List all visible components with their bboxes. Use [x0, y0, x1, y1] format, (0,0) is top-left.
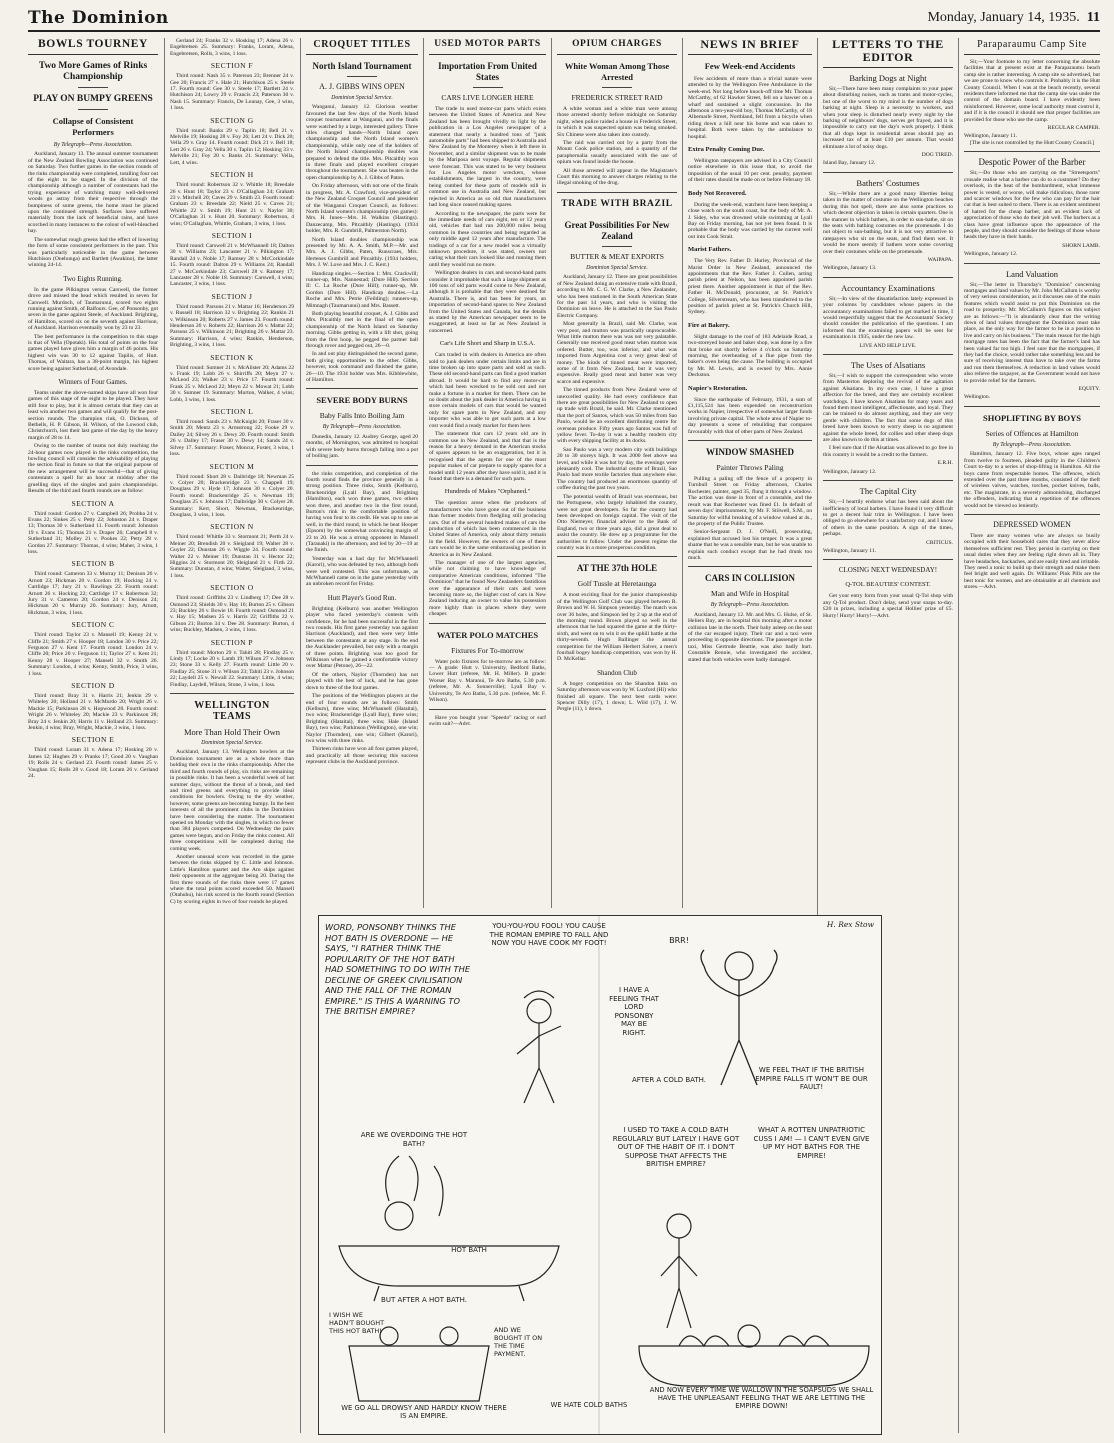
subhead: Series of Offences at Hamilton	[985, 428, 1079, 438]
results-paragraph: Third round: Carswell 21 v. McWhannell 18; Dalton 30 v. Williams 23; Lancaster 21 v. Pilkington 17; Randall 24 v. Noble 17; Ramsey 28 v. McCorkindale 15. Fourth round: Dalton 29 v. Williams 24; Randall 27 v. McCorkindale 23; Carswell 28 v. Ramsey 17; Lancaster 28 v. Noble 18. Summary: Carswell, 4 wins; Lancaster, 3 wins, 1 loss.	[170, 242, 294, 288]
roman-figure	[517, 991, 561, 1103]
section-heading: SECTION H	[210, 170, 254, 180]
letter-signature: LIVE AND HELP LIVE.	[859, 342, 917, 349]
panel-label: AFTER A COLD BATH.	[631, 1076, 707, 1084]
byline: By Telegraph—Press Association.	[322, 424, 402, 431]
section-heading: SECTION D	[71, 681, 115, 691]
letter-paragraph: Sir,—There have been many complaints to your paper about disturbing noises, such as trams and motor-cycles, but one of the worst to my mind is the number of dogs barking at night. Sleep is a necessity to workers, and when your sleep is disturbed nearly every night by the barking of neighbours' dogs, nerves get frayed, and it is impossible to carry out the day's work properly. I think that all dogs kept in residential areas should pay an increased tax of at least £10 per annum. That would eliminate a lot of noisy dogs.	[823, 86, 953, 150]
subhead: FREDERICK STREET RAID	[571, 93, 663, 102]
divider	[473, 87, 503, 88]
crosshead: Hundreds of Makes "Orphaned."	[444, 488, 531, 496]
page-number: 11	[1086, 10, 1100, 25]
crosshead: Fire at Bakery.	[688, 321, 730, 329]
divider	[964, 263, 1100, 264]
divider	[964, 151, 1100, 152]
muscleman-figure	[701, 950, 777, 1085]
column-rule	[300, 38, 301, 1433]
cartoon-drawing	[319, 916, 881, 1434]
newspaper-name: The Dominion	[28, 8, 169, 28]
article-paragraph: Auckland, January 13. The annual summer tournament of the New Zealand Bowling Association was continued on Saturday. Two further games in the section rounds of the rinks championship were completed, totalling four out of the eight to be staged. In the division of the championship although a number of contestants had the trying experience of watching many well-delivered woods go astray from their respective through the bumpiness of some greens, the home must be placed upon the continued strength. Surfaces have suffered materially from the lack of beneficial rains, and have scorched in many instances to the colour of well-bleached hay.	[28, 151, 158, 235]
article-paragraph: In and out play distinguished the second game, both giving opportunities to the other. Gibbs, however, took command and finished the game, 26—10. The 1934 holder was Mrs. Kibblewhite, of Hamilton.	[306, 351, 418, 384]
letter-paragraph: Sir,—In view of the dissatisfaction lately expressed in your columns by candidates whose papers in the accountancy examinations failed to get marked in time, I would respectfully suggest that the Accountants' Society should consider the publication of the questions. I am informed that the examining papers will be sent for examination in 1935, under the new law.	[823, 295, 953, 341]
letter-heading: The Capital City	[859, 486, 917, 497]
ad-heading: CLOSING NEXT WEDNESDAY!	[838, 566, 938, 575]
subhead: Two More Games of Rinks Championship	[38, 61, 148, 82]
article-paragraph: Wanganui, January 12. Glorious weather favoured the last few days of the North Island croquet tournament at Wanganui, and the finals were watched by a large, interested gallery. Three titles changed hands—North Island open championship and the North Island women's championship, while only one of the holders of the North Island championship doubles was prepared to defend the title. Mrs. Pitcaithly won in three finals and played excellent croquet throughout the tournament. She was beaten in the open championship by A. J. Gibbs of Paton.	[306, 104, 418, 181]
divider	[688, 566, 812, 567]
letter-paragraph: Sir,—I heartily endorse what has been said about the inefficiency of local barbers. I have found it very difficult to get a decent hair trim in Wellington. I have been obliged to go elsewhere for a satisfactory cut, and I know of others in the same position. A sign of the times, perhaps.	[823, 499, 953, 538]
speech-bubble: WHAT A ROTTEN UNPATRIOTIC CUSS I AM! — I CAN'T EVEN GIVE UP MY HOT BATHS FOR THE EMPIRE!	[753, 1126, 870, 1160]
subhead: PLAY ON BUMPY GREENS	[33, 94, 153, 104]
article-paragraph: Thirteen rinks have won all four games played, and practically all those securing this success represent clubs in the Auckland province.	[306, 746, 418, 766]
article-paragraph: Wellington ratepayers are advised in a City Council notice elsewhere in this issue that, to avoid the imposition of the usual 10 per cent. penalty, payment of their rates should be made on or before February 18.	[688, 158, 812, 184]
column-rule	[682, 38, 683, 908]
divider	[688, 440, 812, 441]
subhead: Man and Wife in Hospital	[711, 589, 789, 599]
subhead: Painter Throws Paling	[716, 463, 784, 473]
advertisement: Have you bought your "Speedo" racing or surf swim suit?—Advt.	[429, 714, 546, 727]
crosshead: Hutt Player's Good Run.	[327, 593, 397, 602]
article-paragraph: North Island doubles championship was presented by Mr. A. A. Smith, M.P.—Mr. and Mrs. A. J. Gibbs, Paten, Runscraes, Mrs. Hertenes Gumbrill and Pitcaithly. (1934 holders, Mrs. J. W. Love and Mrs. J. C. Kerr.)	[306, 236, 418, 269]
article-paragraph: On Friday afternoon, with not one of the finals in progress, Mr. A. Crawford, vice-president of the New Zealand Croquet Council and president of the Wanganui Croquet Council, as follows: North Island women's championship (ten games): Mrs. H. Innes—Mrs. H. Walkins (Hastings). Danzecamp, Mrs. Pitcaithly (Hastings). (1934 holder, Mrs. R. Gumbrill, Palmerston North).	[306, 183, 418, 235]
column-bowls	[28, 38, 158, 1433]
article-paragraph: Teams under the above-named skips have all won four games of this stage of the eight to be played. They have still four to play, but it is almost certain that they can at least win another two games and will qualify for the post-section rounds. The champion rink, O. Dickson, of Bethells, H. P. Gibson, H. Wilson, of the Lowood club, Christchurch, lost their last game of the day by the heavy margin of 28 to 14.	[28, 390, 158, 441]
article-paragraph: According to the newspaper, the parts were for the immediate needs of cars eight, ten or 12 years old, vehicles that had run 200,000 miles being common in these countries and being regarded as only middle aged 12 years after manufacture. The tradings of a car for a new model was a virtually unknown procedure, it was stated, owners not caring what their cars looked like and running them until they would run no more.	[429, 210, 546, 268]
article-paragraph: The raid was carried out by a party from the Mount Cook police station, and a quantity of the paraphernalia usually associated with the use of opium was found inside the house.	[557, 140, 677, 166]
article-paragraph: Sao Paulo was a very modern city with buildings 20 to 30 storeys high. It was 2000 feet above sea level, and while it was hot by day, the evenings were pleasantly cool. The industrial centre of Brazil, Sao Paulo had more textile factories than anywhere else. The country had produced an enormous quantity of coffee during the past two years.	[557, 446, 677, 492]
letter-signature: REGULAR CAMPER.	[1047, 125, 1100, 132]
results-paragraph: Third round: Whittle 33 v. Stormont 21; Perth 24 v. Meiner 20; Brendish 20 v. Sleigland 19; Walter 28 v. Guyler 22; Dunstan 26 v. Wiggle 24. Fourth round: Walter 22 v. Meiner 19; Dunstan 31 v. Hector 22; Higgins 24 v. Stormont 20; Sleigland 21 v. Firth 22. Summary: Dunstan, 4 wins; Walter, Sleigland, 3 wins, 1 loss.	[170, 534, 294, 579]
article-paragraph: Handicap singles.—Section 1: Mrs. Crackwill; runner-up, Mrs. Nannestad; (Dure Hill). Section II: C. La Roche (Dure Hill); runner-up, Mr. Gordon (Dure Hill). Handicap doubles.—La Roche and Mrs. Petrie (Feilding); runners-up, Mimnagh (Taumarunui) and Mrs. Bassett.	[306, 270, 418, 309]
advertisement: Get your entry form from your usual Q-Tol shop with any Q-Tol product. Don't delay, send your snaps to-day. £20 in prizes, including a special Hollies' prize of £5. Hurry! Hurry! Hurry!—Advt.	[823, 593, 953, 619]
letter-date: Wellington.	[964, 394, 991, 401]
article-paragraph: Slight damage to the roof of 183 Adelaide Road, a two-storeyed house and baker shop, was done by a fire that broke out shortly before 4 o'clock on Saturday morning, the overheating of a flue pipe from the baker's oven being the cause. The building is occupied by Mr. M. Lewis, and is owned by Mrs. Annie Deckston.	[688, 333, 812, 379]
section-heading: SECTION O	[210, 583, 254, 593]
dateline: Dominion Special Service.	[586, 264, 648, 271]
section-heading: SECTION G	[210, 115, 254, 125]
crosshead: Napier's Restoration.	[688, 384, 748, 392]
article-paragraph: Both playing beautiful croquet, A. J. Gibbs and Mrs. Pitcaithly met in the final of the open championship of the North Island on Saturday morning. Gibbs getting in, with a lift shot, going from the first hoop, he pegged the partner ball through rover and pegged out, 26—0.	[306, 311, 418, 350]
article-paragraph: Of the others, Naylor (Thornden) has not played with the best of luck, and he has gone down to three of the four games.	[306, 671, 418, 691]
article-paragraph: The positions of the Wellington players at the end of four rounds are as follows: Smith (Kelburn), three wins; McWhannell (Hataitai), two wins; Brackenridge (Lyall Bay), three wins; Brighting (Hataitai), three wins; Hale (Island Bay), two wins; Parkinson (Wellington), one win; Naylor (Thornden), one win; Gilbert (Karori), two wins with three rinks.	[306, 693, 418, 744]
column-letters-cont	[964, 38, 1100, 1433]
cartoon-caption: WORD, PONSONBY THINKS THE HOT BATH IS OVERDONE — HE SAYS, "I RATHER THINK THE POPULARITY OF THE HOT BATH HAD SOMETHING TO DO WITH THE DECLINE OF GREEK CIVILISATION AND THE FALL OF THE ROMAN EMPIRE." IS THIS A WARNING TO THE BRITISH EMPIRE?	[325, 922, 471, 1016]
letter-signature: CRITICUS.	[926, 539, 953, 546]
letter-paragraph: I feel sure that if the Alsatian was allowed to go free in this country it would be a credit to the farmers.	[823, 445, 953, 458]
ad-subheading: Q-TOL BEAUTIES' CONTEST.	[845, 581, 931, 589]
speech-bubble: BRR!	[669, 936, 689, 945]
headline-letters-to-the-editor: LETTERS TO THE EDITOR	[823, 38, 953, 68]
letter-heading: Bathers' Costumes	[856, 177, 920, 188]
article-paragraph: Auckland, January 12. There are great possibilities of New Zealand doing an extensive trade with Brazil, according to Mr. C. G. W. Clarke, a New Zealander, who has been stationed in the South American State for the past 14 years, and who is visiting the Dominion on leave. He is attached to the Sao Paulo Electric Company.	[557, 274, 677, 319]
crosshead: Extra Penalty Coming Due.	[688, 146, 765, 154]
bathtub-drawing	[339, 1156, 559, 1301]
divider	[557, 192, 677, 193]
article-paragraph: A bogey competition on the Shandon links on Saturday afternoon was won by W. Luxford (Hi) who finished all square. The next best cards were: Spencer Dilly (17), 1 down; L. Wild (17), J. W. Pergle (11), 1 down.	[557, 680, 677, 713]
article-paragraph: The Very Rev. Father D. Hurley, Provincial of the Marist Order in New Zealand, announced the appointments that the Rev. Father J. Cullen, acting parish priest at Nelson, has been appointed parish priest there. Another appointment is that of the Rev. Father H. McDonald, procurator, at St. Patrick's College, Silverstream, who has been transferred to the position of parish priest at St. Patrick's Church Hill, Sydney.	[688, 258, 812, 316]
divider	[557, 556, 677, 557]
results-paragraph: Third round: Robertson 32 v. Whittle 18; Breedale 26 v. Hunt 18; Taylor 23 v. O'Callaghan 24; Graham 23 v. Mitchell 20; Caves 29 v. Smith 23. Fourth round: Graham 23 v. Breedale 22; Nield 25 v. Caves 21; Whittle 22 v. Smith 19; Hunt 21 v. Naylor 30; O'Callaghan 31 v. Hunt 20. Summary: Robertson, 4 wins; O'Callaghan, Whittle, Graham, 3 wins, 1 loss.	[170, 182, 294, 227]
headline-shoplifting: SHOPLIFTING BY BOYS	[983, 412, 1081, 423]
headline-cars-in-collision: CARS IN COLLISION	[704, 573, 796, 584]
results-paragraph: Gerland 24; Franks 32 v. Hosking 17; Adena 26 v. Engebretsen 25. Summary: Franks, Loram, Adena, Engebretsen, Rolls, 3 wins, 1 loss.	[170, 38, 294, 57]
subhead: BUTTER & MEAT EXPORTS	[570, 251, 664, 261]
subhead: Fixtures For To-morrow	[451, 645, 524, 655]
results-paragraph: Third round: Cameron 33 v. Murray 11; Denison 26 v. Arnott 23; Hickman 20 v. Gordon 19; Hocking 24 v. Cartlidge 17; Jury 21 v. Rawlings 22. Fourth round: Arnott 26 v. Hocking 22; Cartlidge 17 v. Robertson 32; Jury 31 v. Cameron 20; Gordon 24 v. Denison 24; Hickman 20 v. Murray 20. Summary: Jury, Arnott, Hickman, 3 wins, 1 loss.	[28, 571, 158, 616]
speech-bubble: AND NOW EVERY TIME WE WALLOW IN THE SOAPSUDS WE SHALL HAVE THE UNPLEASANT FEELING THAT WE ARE LETTING THE EMPIRE DOWN!	[649, 1386, 874, 1410]
results-paragraph: Third round: Loram 31 v. Adena 17; Hosking 20 v. James 12; Hughes 29 v. Pranks 17; Good 20 v. Vaughan 19; Rolls 24 v. Gerland 23. Fourth round: James 25 v. Vaughan 15; Rolls 28 v. Good 18; Loram 26 v. Gerland 24.	[28, 747, 158, 780]
headline-trade-with-brazil: TRADE WITH BRAZIL	[561, 198, 673, 209]
divider	[170, 693, 294, 694]
results-paragraph: Third round: Banks 29 v. Taplin 18; Bell 21 v. Melville 19; Hosking 28 v. Foy 26; Lett 24 v. Dick 20; Vella 29 v. Gray 14. Fourth round: Dick 21 v. Bell 18; Lett 26 v. Gray 24; Vella 30 v. Taplin 12; Hosking 33 v. Melville 21; Foy 20 v. Banks 21. Summary: Vella, Lett, 4 wins.	[170, 127, 294, 166]
article-paragraph: Another unusual score was recorded in the game between the rinks skipped by C. Little and Johnson. Little's Hamilton quartet and the Aro skips against their opponents at the aggregate being 20. During the first three rounds of the rinks there were 17 games where the total points scored exceeded 50. Mansell (Otahuhu), his rink scored in the fourth round (Section C) by scoring eights in two of four rounds he played.	[170, 853, 294, 905]
results-paragraph: Third round: Sands 23 v. McKnight 20; Fraser 30 v. Smith 20; Mentz 23 v. Armstrong 22; Fooke 29 v. Dailey 24; Silvey 26 v. Dewy 20. Fourth round: Smith 26 v. Dalley 17; Fraser 30 v. Dewy 14; Sands 24 v. Silvey 17. Summary: Fraser, Moncur, Foster, 3 wins, 1 loss.	[170, 419, 294, 458]
letter-heading-paraparaumu: Paraparaumu Camp Site	[964, 38, 1100, 55]
results-paragraph: Third round: Taylor 23 v. Mansell 19; Kenny 24 v. Cliffe 21; Smith 27 v. Hooper 18; London 30 v. Price 22; Ferguson 27 v. Kent 17. Fourth round: London 24 v. Cliffe 20; Price 20 v. Ferguson 11; Taylor 27 v. Kent 21; Kenny 28 v. Hooper 27; Mansell 32 v. Smith 26. Summary: London, 4 wins; Kenny, Smith, Price, 3 wins, 1 loss.	[28, 632, 158, 677]
man-figure	[661, 1214, 697, 1328]
article-paragraph: A white woman and a white man were among those arrested shortly before midnight on Saturday night, when police raided a house in Frederick Street, in which it was suspected opium was being smoked. Six Chinese were also taken into custody.	[557, 106, 677, 138]
divider	[78, 109, 108, 110]
divider	[429, 623, 546, 624]
column-opium-brazil	[557, 38, 677, 908]
subhead: Collapse of Consistent Performers	[52, 116, 134, 137]
divider	[78, 87, 108, 88]
letter-signature: DOG TIRED.	[921, 152, 953, 159]
results-paragraph: Third round: Morton 29 v. Tahiti 28; Findlay 25 v. Lindy 17; Locke 20 v. Lamb 19; Wilson 27 v. Johnson 23; Stone 33 v. Kelly 27. Fourth round: Little 20 v. Findlay 25; Stone 31 v. Wilson 23; Tahiti 23 v. Johnson 22; Laydell 25 v. Newall 22. Summary: Little, 4 wins; Findlay, Laydell, Wilson, Stone, 3 wins, 1 loss.	[170, 649, 294, 688]
subhead: White Woman Among Those Arrested	[564, 61, 670, 82]
article-paragraph: The somewhat rough greens had the effect of lowering the form of some consistent performers in the past. This was particularly noticeable in the game between Hutchison (Onehunga) and Bartlett (Awakino), the latter winning 24-14.	[28, 236, 158, 269]
article-paragraph: The statement that cars 12 years old are in common use in New Zealand, and that that is the reason for a heavy demand in the American stocks of spares appears to be an exaggeration, but it is recognised that the agents for one of the most popular makes of car prepare to supply spares for a model until 12 years after they have sold it, and it is found that there is a demand for such parts.	[429, 431, 546, 482]
divider	[347, 76, 377, 77]
letter-heading: Despotic Power of the Barber	[978, 157, 1086, 168]
divider	[602, 87, 632, 88]
headline-news-in-brief: NEWS IN BRIEF	[688, 38, 812, 55]
results-paragraph: Third round: Bray 31 v. Harris 21; Jenkin 29 v. Whiteley 20; Holland 21 v. McMurdo 20; Wright 26 v. Mackie 15; Parkinson 28 v. Hopwood 28. Fourth round: Wright 26 v. Whiteley 20; Mackie 23 v. Parkinson 28; Bray 24 v. Jenkin 20; Harris 11 v. Holland 23. Summary: Jenkin, 4 wins; Bray, Wright, Mackie, 3 wins, 1 loss.	[28, 693, 158, 732]
divider	[429, 709, 546, 710]
article-paragraph: Cars traded in with dealers in America are often sold to junk dealers under certain limits and are in time broken up into spare parts and sold as such. These old second-hand parts can find a good market abroad. It would be hard to find any motor-car which had been wrecked to be sold out and not make a fortune in a market for them. There can be no doubt about the junk dealer in America having in store certain models of cars that would be wanted only for spare parts in New Zealand, and any importer who was able to get such parts at a low cost would find a ready market for them here.	[429, 352, 546, 429]
crosshead: Two Eights Running.	[63, 274, 123, 283]
letter-heading: Land Valuation	[1005, 268, 1058, 279]
letter-date: Wellington, January 12.	[823, 468, 877, 475]
divider	[964, 406, 1100, 407]
masthead	[28, 8, 1100, 32]
headline-severe-body-burns: SEVERE BODY BURNS	[316, 395, 408, 406]
column-croquet	[306, 38, 418, 908]
column-news-in-brief	[688, 38, 812, 908]
letter-signature: E.R.H.	[937, 460, 953, 467]
subhead: More Than Hold Their Own	[183, 727, 280, 738]
article-paragraph: Auckland, January 13. Wellington bowlers at the Dominion tournament are as a whole more than holding their own in the rinks championship. After the third and fourth rounds of play, six rinks are remaining in possible rinks. It has been a wonderful week of hot summer days, without the threat of a break, and tied and tired greens and everything to provide ideal conditions for bowlers. Owing to the dry weather, however, some greens are becoming bumpy. In the best interests of all the prominent clubs in the Dominion have been considering the matter. The tournament opened on Monday with the singles, in which no fewer than 384 players competed. On Wednesday the pairs games were begun, and on Friday the rinks contest. All three competitions will be completed during the coming week.	[170, 749, 294, 852]
article-paragraph: Water polo fixtures for to-morrow are as follow:— A grade: Hutt v. University, Bedford Baths, Lower Hutt (referee, Mr. H. Miller). B grade: Worser Bay v. Maranui, Te Aro Baths, 5.30 p.m. (referee, Mr. A. Sonnerville); Lyall Bay v. University, Te Aro Baths, 5.30 p.m. (referee, Mr. F. Wilson).	[429, 658, 546, 704]
article-paragraph: Wellington dealers in cars and second-hand parts consider it improbable that such a large shipment as 100 tons of old parts would come to New Zealand, although it is probable that they were destined for Australia. There is, and has been for years, an importation of second-hand spares to New Zealand from the United States and Canada, but the details as stated by the American newspaper seem to be exaggerated, at least so far as New Zealand is concerned.	[429, 270, 546, 334]
results-paragraph: Third round: Parsons 21 v. Mattar 16; Henderson 29 v. Russell 18; Harrison 32 v. Brighting 22; Rankin 21 v. Wilkinson 20; Roberts 27 v. James 23. Fourth round: Henderson 26 v. Roberts 22; Harrison 26 v. Mattar 22; Parsons 25 v. Wilkinson 21; Brighting 26 v. Mattar 23. Summary: Harrison, 4 wins; Rankin, Henderson, Brighting, 3 wins, 1 loss.	[170, 303, 294, 349]
headline-window-smashed: WINDOW SMASHED	[705, 447, 795, 458]
headline-water-polo: WATER POLO MATCHES	[436, 629, 539, 640]
soapsuds-bath-drawing	[639, 1325, 869, 1386]
article-paragraph: The trade in used motor-car parts which exists between the United States of America and New Zealand has been brought vividly to light by the publication in a Los Angeles newspaper of a statement that nearly a hundred tons of "junk automobile parts" had been shipped to Australia and New Zealand by the Monterey when it left there in November, and a similar shipment was to be made by the Mariposa next voyage. Regular shipments were forecast. This was stated to be very business for Los Angeles motor wreckers, whose establishments, the largest in the country, were being combed for these parts of models still in common use in Australia and New Zealand, but rejected in America as so old that manufacturers had long since ceased making spares.	[429, 106, 546, 209]
results-paragraph: Third round: Sumner 21 v. McAlister 20; Adams 22 v. Frank 19; Lobb 26 v. Shirriffs 20; Meyn 27 v. McLeod 23; Walker 23 v. Price 17. Fourth round: Frank 25 v. McLeod 22; Meyn 22 v. Mowat 21; Lobb 30 v. Sumner 19. Summary: Murton, Walker, 4 wins; Lobb, 3 wins, 1 loss.	[170, 364, 294, 403]
section-heading: SECTION J	[211, 291, 253, 301]
divider	[823, 559, 953, 560]
crosshead: Car's Life Short and Sharp in U.S.A.	[439, 340, 536, 348]
section-heading: SECTION E	[71, 735, 115, 745]
divider	[823, 277, 953, 278]
crosshead: Marist Fathers.	[688, 246, 732, 254]
divider	[823, 480, 953, 481]
advertisement: There are many women who are always so busily occupied with their household cares that they never allow themselves sufficient rest. They persist in carrying on their usual duties when they are feeling right down all in. They have headaches, backaches, and are easily tired and irritable. They need a tonic to build up their strength and make them feel bright and well again. Dr. Williams' Pink Pills are the best tonic for women, and are obtainable at all chemists and stores.—Advt.	[964, 532, 1100, 591]
speech-bubble: WE GO ALL DROWSY AND HARDLY KNOW THERE IS AN EMPIRE.	[341, 1404, 507, 1420]
masthead-date: Monday, January 14, 1935. 11	[927, 10, 1100, 25]
column-rule	[551, 38, 552, 908]
bath-label: HOT BATH	[451, 1246, 487, 1254]
editor-note: [The site is not controlled by the Hutt County Council.]	[969, 139, 1095, 146]
subhead: Golf Tussle at Heretaunga	[577, 579, 657, 589]
subhead: A. J. GIBBS WINS OPEN	[319, 82, 405, 91]
artist-signature: H. Rex Stow	[826, 920, 874, 929]
letter-signature: WAIPAPA.	[927, 256, 953, 263]
headline-37th-hole: AT THE 37th HOLE	[576, 563, 658, 574]
section-heading: SECTION B	[71, 559, 115, 569]
speech-bubble: I HAVE A FEELING THAT LORD PONSONBY MAY BE RIGHT.	[609, 986, 659, 1037]
article-paragraph: Brighting (Kelburn) was another Wellington player who faced yesterday's contests with confidence, for he had been successful in the first two rounds. His first game yesterday was against Harrison (Auckland), and then were very little between the contestants at any stage. In the end the Aucklander prevailed, but only with a margin of three points. Brighting was too good for Wilkinson when he gained a comfortable victory over Mattar (Petone), 26—22.	[306, 605, 418, 670]
column-rule	[164, 38, 165, 1433]
article-paragraph: The manager of one of the largest agencies, while not claiming to have knowledge of comparative American conditions, informed "The Dominion" that he found New Zealanders fastidious over the appearance of their cars and were becoming more so, the higher cost of cars in New Zealand inducing an owner to value his possession more highly than in places where they were cheaper.	[429, 560, 546, 618]
speech-bubble: I USED TO TAKE A COLD BATH REGULARLY BUT LATELY I HAVE GOT OUT OF THE HABIT OF IT. I DON'T SUPPOSE THAT AFFECTS THE BRITISH EMPIRE?	[612, 1126, 740, 1168]
speech-bubble: I WISH WE HADN'T BOUGHT THIS HOT BATH!	[329, 1311, 385, 1335]
divider	[306, 388, 418, 389]
speech-bubble: AND WE BOUGHT IT ON THE TIME PAYMENT.	[494, 1326, 543, 1358]
headline-opium-charges: OPIUM CHARGES	[557, 38, 677, 55]
article-paragraph: Most generally in Brazil, said Mr. Clarke, was very poor, and mutton was practically unprocurable. What little mutton there was was not very palatable. Generally one received good meat when mutton was ordered. Butter, too, was inferior, and what was imported from Argentina cost a very great deal of money. The kinds of tinned meat were imported, some of it from New Zealand, but it was very expensive. Really good meat and butter was very scarce and expensive.	[557, 321, 677, 385]
panel-label: BUT AFTER A HOT BATH.	[381, 1296, 467, 1304]
article-paragraph: A most exciting final for the junior championship of the Wellington Golf Club was played between R. Brown and W. H. Simpson yesterday. The match was over 36 holes, and Simpson led by 2 up at the end of the morning round. Brown played so well in the afternoon that he had squared the game at the thirty-sixth, and went on to win it on the uphill battle at the thirty-seventh. Hugh Ballinger the annual competition for the William Herbert Salver, a men's fourball bogey handicap competition, was won by H. D. McKellar.	[557, 592, 677, 663]
headline-croquet-titles: CROQUET TITLES	[306, 38, 418, 55]
letter-date: Wellington, January 12.	[964, 251, 1018, 258]
article-paragraph: Auckland, January 12. Mr. and Mrs. G. Hulse, of St. Heliers Bay, are in hospital this morning after a motor collision late in the north. Their baby asleep on the seat of the car escaped injury. Their car and a taxi were proceeding in opposite directions. The passenger in the taxi, Miss Gertrude Beattie, was also badly hurt. Constable Rennie, who investigated the accident, stated that both vehicles were badly damaged.	[688, 611, 812, 663]
article-paragraph: Dunedin, January 12. Audrey George, aged 20 months, of Mornington, was admitted to hospital with severe body burns through falling into a pot of boiling jam.	[306, 433, 418, 460]
letter-heading: Barking Dogs at Night	[849, 73, 927, 83]
crosshead: Winners of Four Games.	[58, 378, 128, 386]
byline: By Telegraph—Press Association.	[710, 602, 790, 609]
results-paragraph: Third round: Short 28 v. Daibridge 18; Newman 25 v. Colyer 20; Brackenridge 23 v. Chappell 19; Douglass 29 v. Hyde 17; Johnson 30 v. Colyer 20. Fourth round: Brackenridge 25 v. Newman 19; Douglass 25 v. Johnson 17; Daibridge 30 v. Colyer 28. Summary: Kerr, Short, Newman, Brackenridge, Douglass, 3 wins, 1 loss.	[170, 473, 294, 518]
section-heading: SECTION N	[210, 522, 254, 532]
letter-signature: EQUITY.	[1078, 386, 1100, 393]
article-paragraph: The potential wealth of Brazil was enormous, but the Portuguese, who largely inhabited the country, were not great developers. So far the country had been developed on foreign capital. The visit of the Otto Niemeyer, financial adviser to the Bank of England, two or three years ago, did a great deal to assist the country. He drew up a programme for the authorities to follow. Under the present regime the country was in a more prosperous condition.	[557, 493, 677, 551]
dateline: Dominion Special Service.	[201, 740, 263, 747]
section-heading: SECTION L	[210, 407, 254, 417]
column-rule	[958, 38, 959, 1433]
letter-heading: The Uses of Alsatians	[850, 360, 926, 370]
article-paragraph: Hamilton, January 12. Five boys, whose ages ranged from twelve to fourteen, pleaded guilty in the Children's Court to-day to a series of shop-lifting in Hamilton. All the boys came from respectable homes. The offences, which extended over the past three months, consisted of the theft of wireless valves, watches, torches, pocket knives, balls, etc. The magistrate, in a severely admonishing, discharged the offenders, indicating that a repetition of the offences would not be viewed so leniently.	[964, 451, 1100, 509]
article-paragraph: Senior-Sergeant D. J. O'Neill, prosecuting, explained that accused lost his temper. It was a great shame that he was a sensible man, but he was unable to explain such conduct except that he had drunk too much.	[688, 529, 812, 561]
letter-signature: SHORN LAMB.	[1062, 242, 1100, 249]
article-paragraph: During the week-end, watchers have been keeping a close watch on the south coast, but the body of Mr. A. J. Sidey, who was drowned while swimming at Lyall Bay on Friday morning, has not yet been found. It is probable that the body was carried by the current well out into Cook Strait.	[688, 201, 812, 240]
article-paragraph: Few accidents of more than a trivial nature were attended to by the Wellington Free Ambulance in the week-end. Not long before knock-off time Mr. Thomas McCarthy, of 62 Hawker Street, fell on a hawser on a wharf and sustained a slight concussion. In the afternoon a ten-year-old boy, Thomas McCarthy, of 18 Albemarle Street, Northland, fell from a bicycle when riding down a hill near his home and was taken to hospital. Both were taken by the ambulance to hospital.	[688, 76, 812, 140]
divider	[602, 246, 632, 247]
article-paragraph: Yesterday was a bad day for McWhannell (Karori), who was defeated by two, although both were well contested. This was unfortunate, as McWhannell came on in the game yesterday with an unbroken record for Friday.	[306, 555, 418, 588]
headline-used-motor-parts: USED MOTOR PARTS	[429, 38, 546, 55]
subhead: CARS LIVE LONGER HERE	[441, 93, 534, 102]
column-rule	[423, 38, 424, 908]
letter-heading: Accountancy Examinations	[841, 282, 935, 293]
results-paragraph: Third round: Gordon 27 v. Campbell 26; Probba 24 v. Evans 22; Sinkes 25 v. Petty 22; Johnston 24 v. Draper 13; Thomas 30 v. Sutherland 11. Fourth round: Johnston 19 v. Evans 15; Thomas 21 v. Draper 26; Campbell 8 v. Sutherland 31; Molley 21 v. Pookes 22; Petty 28 v. Gordon 27. Summary: Thomas, 4 wins; Maher, 3 wins, 1 loss.	[28, 510, 158, 555]
byline: By Telegraph—Press Association.	[992, 441, 1072, 448]
article-paragraph: Since the earthquake of February, 1931, a sum of £1,115,524 has been expended on reconstruction works in Napier, irrespective of somewhat larger funds involving private capital. The whole area of Napier to-day presents a scene of rebuilding that compares favourably with that of other parts of New Zealand.	[688, 396, 812, 435]
headline-bowls-tourney: BOWLS TOURNEY	[28, 38, 158, 55]
letter-paragraph: Sir,—Do those who are carrying on the "Streetsports" crusade realise what a barber can do to a customer? Do they overlook, in the heat of the bombardment, what immense power is vested, or worse, will make ridiculous, those rarer and scarcer windows for the few who can pay for the hair cut that is best suited to them. There is an evident sentiment of hatred for the cheap barber, and an evident lack of appreciation of those who do their job well. The barbers as a class have great influence upon the appearance of the people, and they should consider the feelings of those whose heads they have in their hands.	[964, 170, 1100, 241]
divider	[823, 354, 953, 355]
divider	[964, 514, 1100, 515]
section-heading: SECTION F	[210, 61, 254, 71]
letter-date: Wellington, January 11.	[823, 547, 877, 554]
article-paragraph: Owing to the number of teams not duly reaching the 24-hour games now played in the rinks competition, the bowling council will consider the advisability of playing the section final in future so that the original purpose of the new arrangement will be successful—that of giving contestants a spell for an hour at midday after the gruelling days of the singles and pairs championships. Results of the third and fourth rounds are as follow:	[28, 443, 158, 495]
article-paragraph: The tinned products from New Zealand were of unexcelled quality. He had every confidence that there are great possibilities for New Zealand to open up trade with Brazil, he said. Mr. Clarke mentioned that the port of Santos, which was 50 miles from Sao Paulo, would be an excellent distributing centre for overseas produce. Fifty years ago Santos was full of yellow fever. To-day it was a healthy modern city with every shipping facility at its docks.	[557, 387, 677, 445]
letter-paragraph: Sir,—The letter in Thursday's "Dominion" concerning mortgages and land values by Mr. John McCallum is worthy of very serious consideration, as it discusses one of the main features which would assist to put this Dominion on the road to prosperity. Mr. McCallum's figures on this subject are as follows:—"It is abundantly clear that the writing down of land values throughout the Dominion must take place, as the only way for the farmer to be in a position to live and carry on his business." The main reason for the high mortgage rates has been the fact that the farmer's land has been valued far too high. I feel sure that the mortgagees, if they had the choice, would rather take something less and be sure of receiving interest than have to take over the farms and run them themselves. A reduction in land values would also relieve the taxpayer, as the Government would not have to provide relief for the farmers.	[964, 281, 1100, 384]
speech-bubble: WE HATE COLD BATHS	[550, 1401, 628, 1409]
subhead: Great Possibilities For New Zealand	[564, 219, 670, 241]
column-bowls-results	[170, 38, 294, 1433]
section-heading: SECTION I	[211, 230, 253, 240]
divider	[823, 172, 953, 173]
results-paragraph: Third round: Griffiths 23 v. Lindberg 17; Dee 28 v. Osmond 23; Shields 30 v. Hay 16; Burton 25 v. Gibson 23; Buckley 26 v. Bowie 18. Fourth round: Osmond 21 v. Hay 15; Madsen 25 v. Harris 22; Griffiths 22 v. Gibson 21; Burton 34 v. Dee 28. Summary: Burton, 4 wins; Buckley, Madsen, 3 wins, 1 loss.	[170, 595, 294, 634]
speech-bubble: YOU-YOU-YOU FOOL! YOU CAUSE THE ROMAN EMPIRE TO FALL AND NOW YOU HAVE COOK MY FOOT!	[489, 922, 609, 947]
subhead: Importation From United States	[438, 61, 537, 82]
letter-date: Wellington, January 11.	[964, 133, 1018, 140]
article-paragraph: the rinks competition, and completion of the fourth round finds the province generally in a strong position. Three rinks, Smith (Kelburn), Brackenridge (Lyall Bay), and Brighting (Hamilton), each won three games, two others won three, and another two in the first round, Burton's rink in the comfortable position of having won four to its credit. He was up to one as well, in the third round, in which he beat Hooper (Epsom) by the somewhat convincing margin of 23 to 20. He was a strong opponent in Mansell (Taranaki) in the afternoon, and led by 20—19 at the finish.	[306, 470, 418, 554]
crosshead: Shandon Club	[597, 668, 637, 677]
section-heading: SECTION K	[210, 352, 254, 362]
article-paragraph: The best performance in the competition to this stage is that of Vella (Opotaki). His total of points on the four games played have given him a margin of 46 points. His highest win was 30 to 12 against Tapilis, of Hutt. Thomas, of Waitara, has a 38-point margin, his highest score being against Sutherland, of Avondale.	[28, 333, 158, 372]
divider	[306, 465, 418, 466]
article-paragraph: The question arose when the producers of manufacturers who have gone out of the business than former models from fledgling still producing cars. Out of the several hundred makes of cars the production of which has been commenced in the United States of America, only about thirty remain in the field. However, the owners of one of these cars would be in the same embarrassing position in America as in New Zealand.	[429, 500, 546, 558]
subhead: North Island Tournament	[312, 61, 412, 71]
section-heading: SECTION A	[71, 498, 115, 508]
headline-wellington-teams: WELLINGTON TEAMS	[194, 700, 270, 723]
speech-bubble: ARE WE OVERDOING THE HOT BATH?	[360, 1131, 468, 1148]
subhead: Baby Falls Into Boiling Jam	[319, 411, 405, 421]
ad-heading: DEPRESSED WOMEN	[993, 519, 1071, 529]
letter-date: Wellington, January 13.	[823, 265, 877, 272]
dateline: Dominion Special Service.	[331, 95, 393, 101]
results-paragraph: Third round: Nash 35 v. Paterson 23; Brenner 24 v. Gee 20; Francis 27 v. Hale 21; Hutchison 25 v. Steele 17. Fourth round: Gee 30 v. Steele 17; Bartlett 24 v. Hutchison 24; Lowry 29 v. Francis 23; Paterson 30 v. Nash 15. Summary: Francis, De Lounay, Gee, 3 wins, 1 loss.	[170, 73, 294, 112]
section-heading: SECTION M	[209, 461, 255, 471]
letter-date: Island Bay, January 12.	[823, 160, 876, 167]
letter-paragraph: Sir,—I wish to support the correspondent who wrote from Masterton deploring the revival of the agitation against Alsatians. In my own case, I have a great affection for the breed, and they are certainly excellent watchdogs. I have known Alsatians for many years and found them most intelligent, affectionate, and loyal. They can be trained to do almost anything, and they are very gentle with children. The fact that some dogs of this breed have been known to worry sheep is no argument against the whole breed, for collies and other sheep dogs are also known to do this at times.	[823, 373, 953, 444]
letter-paragraph: Sir,—While there are a good many liberties being taken in the matter of costume on the Wellington beaches during this hot spell, there are also some practices to which decent objection is taken in certain quarters. One is the manner in which bathers, in order to sun-bathe, sit on the seats with bathing costumes on the promenade. I do not object to sun-bathing, but it is not very attractive to ratepayers who sit on the seats, and find them wet. It would be more seemly if bathers wore some covering over their costumes while on the promenade.	[823, 190, 953, 255]
crosshead: Body Not Recovered.	[688, 189, 747, 197]
column-motor-parts	[429, 38, 546, 908]
letter-paragraph: Sir,—Your footnote to my letter concerning the absolute facilities that at present exist at the Paraparaumu beach camp site is rather interesting. A camp site so advertised, but we are prone to know who controls it. Probably it is the Hutt County Council. When I was at the beach recently, several residents there informed me that the camp site was under the control of the domain board. I have evidently been misinformed. However, some local authority must control it, and if it is the council it should see that proper facilities are provided for those who use the camp.	[964, 59, 1100, 123]
article-paragraph: Pulling a paling off the fence of a property in Turnbull Street on Friday afternoon, Charles Rochester, painter, aged 35, flung it through a window. The action was done in front of a constable, and the result was that Rochester was fined £1. In default of seven days' imprisonment, by Mr. F. Stilwell, S.M., on Saturday for wilful breaking of a window valued at 4s., the property of the Public Trustee.	[688, 476, 812, 527]
section-heading: SECTION C	[71, 620, 115, 630]
section-heading: SECTION P	[210, 637, 254, 647]
article-paragraph: All those arrested will appear in the Magistrate's Court this morning to answer charges relating to the illegal smoking of the drug.	[557, 167, 677, 187]
speech-bubble: WE FEEL THAT IF THE BRITISH EMPIRE FALLS IT WON'T BE OUR FAULT!	[755, 1066, 868, 1091]
byline: By Telegraph—Press Association.	[53, 142, 133, 148]
subhead: Few Week-end Accidents	[704, 61, 796, 71]
cartoon	[318, 915, 882, 1435]
article-paragraph: In the game Pilkington versus Carswell, the former drove and missed the head which resulted in seven for Carswell. Murdoch, of Taumarunui, scored two eights running against Smith, of Balfours. Gee, of Ponsonby, got seven in the game against Steele, of Auckland. Brighting, of Hamilton, scored six on the seventh against Harrison, of Auckland. Harrison eventually won by 23 to 23.	[28, 286, 158, 332]
